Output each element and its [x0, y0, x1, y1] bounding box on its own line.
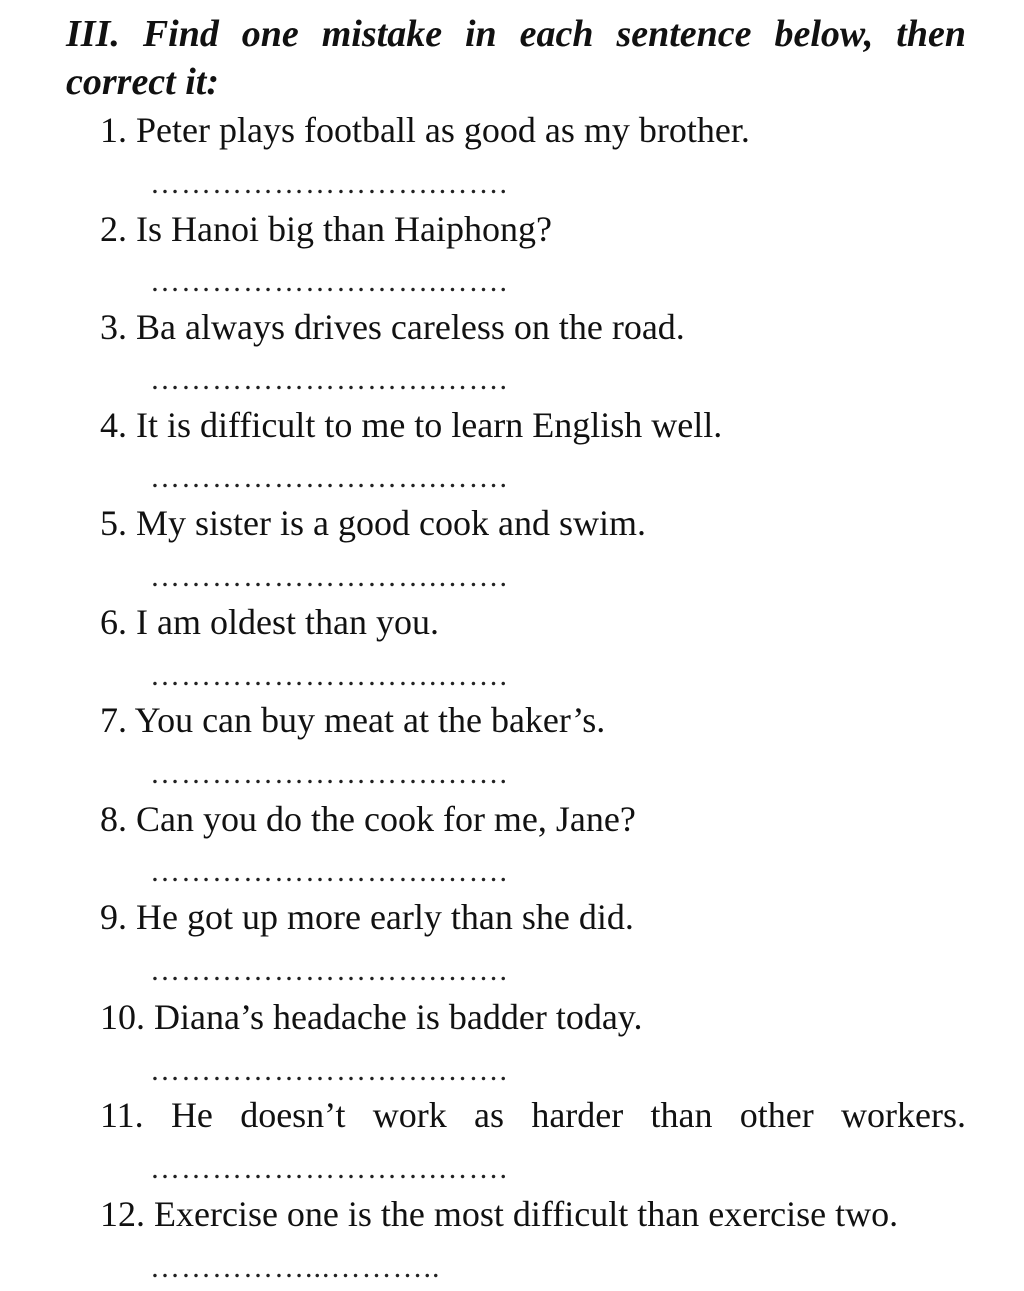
answer-line-7: ……………………….……. — [150, 757, 508, 790]
answer-line-6: ……………………….……. — [150, 659, 508, 692]
exercise-item-7 — [100, 698, 605, 742]
answer-line-8: ……………………….……. — [150, 855, 508, 888]
answer-line-4: ……………………….……. — [150, 461, 508, 494]
item-number: 6. — [100, 602, 127, 642]
heading-word: one — [241, 13, 299, 55]
item-sentence-word: as — [474, 1095, 505, 1135]
item-number: 4. — [100, 405, 127, 445]
exercise-item-6 — [100, 600, 439, 644]
item-sentence: Is Hanoi big than Haiphong? — [136, 209, 552, 249]
exercise-item-9 — [100, 895, 634, 939]
answer-line-3: ……………………….……. — [150, 363, 508, 396]
heading-line-1 — [66, 10, 966, 58]
item-sentence: He got up more early than she did. — [136, 897, 634, 937]
item-sentence-word: other — [739, 1095, 814, 1135]
exercise-item-8 — [100, 797, 636, 841]
exercise-item-12 — [100, 1192, 898, 1236]
heading-word: mistake — [321, 13, 443, 55]
item-number: 12. — [100, 1194, 145, 1234]
item-number: 5. — [100, 503, 127, 543]
heading-word: then — [896, 13, 966, 55]
item-sentence: Peter plays football as good as my brother. — [136, 110, 750, 150]
heading-word: III. — [66, 13, 120, 55]
item-sentence-word: work — [372, 1095, 447, 1135]
item-number: 11. — [100, 1095, 144, 1135]
answer-line-10: ……………………….……. — [150, 1054, 508, 1087]
exercise-item-1 — [100, 108, 750, 152]
item-number: 8. — [100, 799, 127, 839]
exercise-item-3 — [100, 305, 685, 349]
item-number: 10. — [100, 997, 145, 1037]
exercise-item-4 — [100, 403, 722, 447]
item-number: 1. — [100, 110, 127, 150]
item-sentence-word: harder — [531, 1095, 624, 1135]
item-sentence: Exercise one is the most difficult than exercise two. — [154, 1194, 899, 1234]
item-sentence-word: than — [650, 1095, 713, 1135]
answer-line-5: ……………………….……. — [150, 560, 508, 593]
item-sentence: Can you do the cook for me, Jane? — [136, 799, 636, 839]
item-sentence-word: doesn’t — [240, 1095, 346, 1135]
heading-word: sentence — [616, 13, 752, 55]
item-sentence: You can buy meat at the baker’s. — [134, 700, 606, 740]
item-sentence: Ba always drives careless on the road. — [136, 307, 685, 347]
item-sentence: My sister is a good cook and swim. — [136, 503, 646, 543]
heading-word: Find — [142, 13, 219, 55]
exercise-heading — [66, 10, 966, 106]
item-sentence: Diana’s headache is badder today. — [154, 997, 643, 1037]
answer-line-9: ……………………….……. — [150, 954, 508, 987]
heading-line-2: correct it: — [66, 61, 220, 103]
item-number: 7. — [100, 700, 127, 740]
item-number: 2. — [100, 209, 127, 249]
exercise-item-5 — [100, 501, 646, 545]
exercise-item-10 — [100, 995, 642, 1039]
item-sentence-word: He — [170, 1095, 213, 1135]
item-sentence: I am oldest than you. — [136, 602, 439, 642]
answer-line-2: ……………………….……. — [150, 265, 508, 298]
heading-word: in — [465, 13, 497, 55]
heading-word: each — [519, 13, 594, 55]
item-number: 9. — [100, 897, 127, 937]
answer-line-11: ……………………….……. — [150, 1152, 508, 1185]
answer-line-12: ……………...……….. — [150, 1251, 441, 1284]
heading-word: below, — [774, 13, 874, 55]
item-sentence-word: workers. — [841, 1095, 966, 1135]
answer-line-1: ……………………….……. — [150, 167, 508, 200]
exercise-item-11 — [100, 1093, 966, 1137]
item-number: 3. — [100, 307, 127, 347]
exercise-item-2 — [100, 207, 552, 251]
item-sentence: It is difficult to me to learn English well. — [136, 405, 723, 445]
